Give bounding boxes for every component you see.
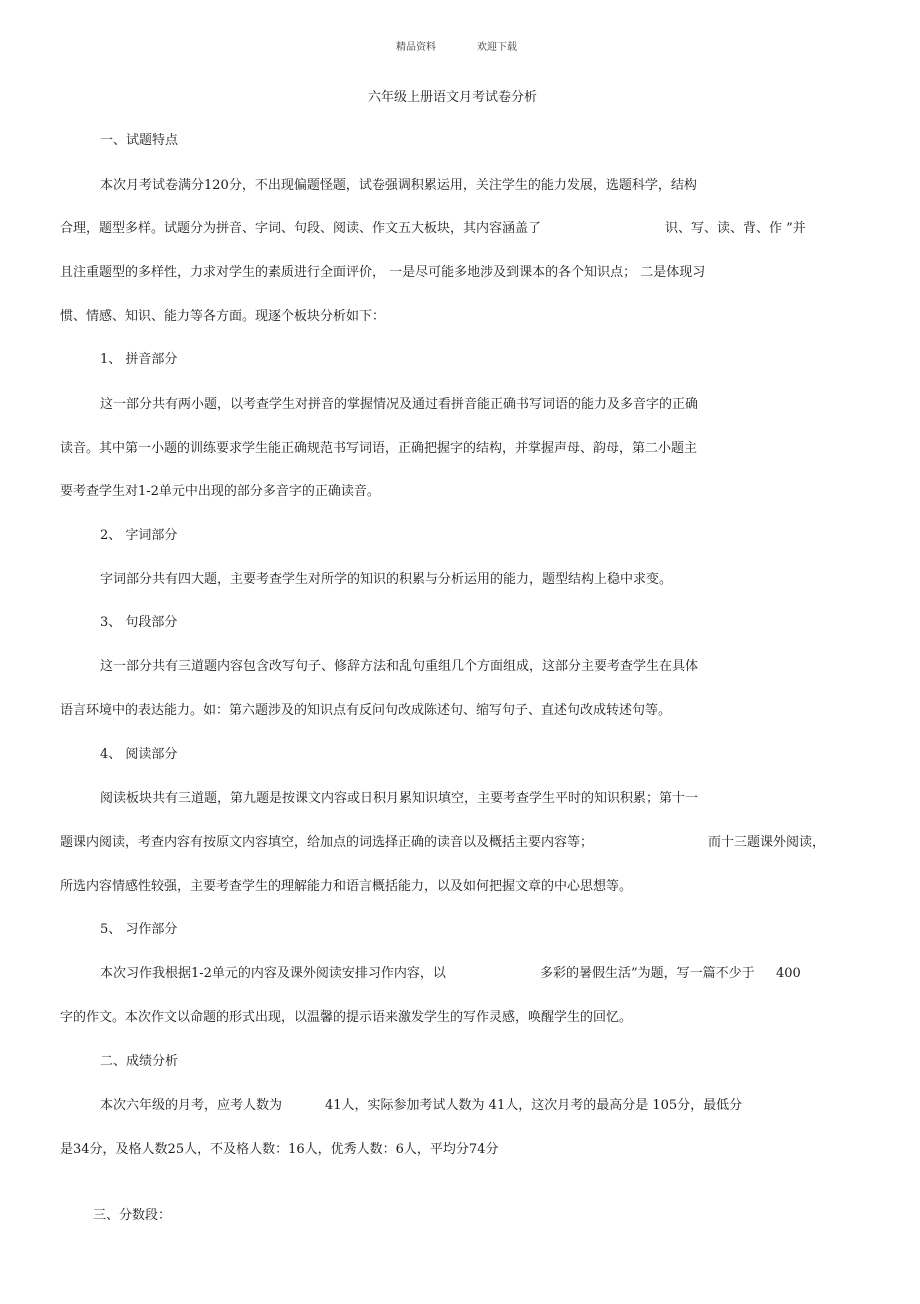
paragraph-line: 是34分，及格人数25人，不及格人数：16人，优秀人数：6人，平均分74分 bbox=[60, 1142, 499, 1157]
paragraph-line: 要考查学生对1-2单元中出现的部分多音字的正确读音。 bbox=[60, 484, 380, 499]
paragraph-line: 本次月考试卷满分120分，不出现偏题怪题，试卷强调积累运用，关注学生的能力发展，选题科学，结构 bbox=[100, 178, 697, 193]
header-right: 欢迎下载 bbox=[477, 42, 517, 53]
paragraph-line: 所选内容情感性较强，主要考查学生的理解能力和语言概括能力，以及如何把握文章的中心思想等。 bbox=[60, 879, 633, 894]
paragraph-line: 本次六年级的月考，应考人数为 bbox=[100, 1098, 283, 1113]
paragraph-line: 合理，题型多样。试题分为拼音、字词、句段、阅读、作文五大板块，其内容涵盖了 bbox=[60, 221, 542, 236]
paragraph-line: 本次习作我根据1-2单元的内容及课外阅读安排习作内容，以 bbox=[100, 966, 446, 981]
paragraph-line: 惯、情感、知识、能力等各方面。现逐个板块分析如下： bbox=[60, 309, 386, 324]
paragraph-line: 字的作文。本次作文以命题的形式出现，以温馨的提示语来激发学生的写作灵感，唤醒学生的回忆。 bbox=[60, 1010, 633, 1025]
page-title: 六年级上册语文月考试卷分析 bbox=[368, 90, 538, 105]
paragraph-line: 读音。其中第一小题的训练要求学生能正确规范书写词语，正确把握字的结构，并掌握声母、韵母，第二小题主 bbox=[60, 441, 698, 456]
subsection-heading-pinyin: 1、 拼音部分 bbox=[100, 352, 178, 367]
section-heading-1: 一、试题特点 bbox=[100, 133, 179, 148]
paragraph-line: 字词部分共有四大题，主要考查学生对所学的知识的积累与分析运用的能力，题型结构上稳中求变。 bbox=[100, 572, 673, 587]
subsection-heading-zici: 2、 字词部分 bbox=[100, 528, 178, 543]
paragraph-line: 且注重题型的多样性，力求对学生的素质进行全面评价， 一是尽可能多地涉及到课本的各个知识点； 二是体现习 bbox=[60, 265, 706, 280]
paragraph-line: 识、写、读、背、作 ”并 bbox=[665, 221, 806, 236]
header-left: 精品资料 bbox=[396, 42, 436, 53]
paragraph-line: 400 bbox=[776, 966, 801, 981]
paragraph-line: 语言环境中的表达能力。如：第六题涉及的知识点有反问句改成陈述句、缩写句子、直述句改成转述句等。 bbox=[60, 703, 672, 718]
paragraph-line: 这一部分共有两小题，以考查学生对拼音的掌握情况及通过看拼音能正确书写词语的能力及多音字的正确 bbox=[100, 397, 699, 412]
subsection-heading-xizuo: 5、 习作部分 bbox=[100, 922, 178, 937]
paragraph-line: 41人，实际参加考试人数为 41人，这次月考的最高分是 105分，最低分 bbox=[325, 1098, 743, 1113]
subsection-heading-yuedu: 4、 阅读部分 bbox=[100, 747, 178, 762]
paragraph-line: 题课内阅读，考查内容有按原文内容填空，给加点的词选择正确的读音以及概括主要内容等； bbox=[60, 835, 594, 850]
subsection-heading-juduan: 3、 句段部分 bbox=[100, 615, 178, 630]
paragraph-line: 阅读板块共有三道题，第九题是按课文内容或日积月累知识填空，主要考查学生平时的知识积累；第十一 bbox=[100, 791, 699, 806]
section-heading-2: 二、成绩分析 bbox=[100, 1054, 179, 1069]
paragraph-line: 而十三题课外阅读， bbox=[708, 835, 826, 850]
paragraph-line: 这一部分共有三道题内容包含改写句子、修辞方法和乱句重组几个方面组成，这部分主要考查学生在具体 bbox=[100, 659, 699, 674]
section-heading-3: 三、分数段： bbox=[93, 1208, 172, 1223]
paragraph-line: 多彩的暑假生活”为题，写一篇不少于 bbox=[540, 966, 755, 981]
